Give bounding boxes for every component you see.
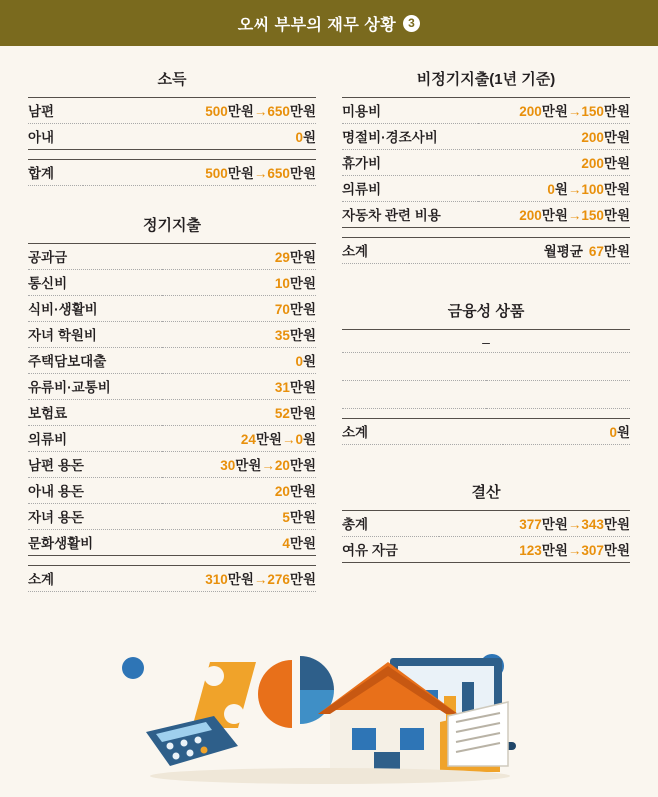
value-new-unit: 만원: [289, 104, 316, 119]
columns: [0, 46, 658, 606]
row-label: [342, 353, 486, 381]
row-label: 합계: [28, 160, 83, 186]
row-value: [162, 504, 317, 530]
value-new: 150: [581, 104, 604, 119]
settlement-table: [342, 510, 630, 563]
value: 0: [609, 425, 617, 440]
financial-products-title: 금융성 상품: [447, 303, 525, 320]
row-value: [486, 381, 630, 409]
table-row: [342, 419, 630, 445]
row-value: [439, 537, 630, 563]
row-value: [478, 176, 630, 202]
finance-illustration: [0, 596, 658, 792]
value: 200: [581, 156, 604, 171]
value-unit: 만원: [603, 130, 630, 145]
value-new-unit: 만원: [603, 208, 630, 223]
row-value: [478, 202, 630, 228]
value-unit: 만원: [289, 406, 316, 421]
table-row: [28, 426, 316, 452]
row-value: [162, 426, 317, 452]
value: 20: [274, 484, 290, 499]
value-unit: 만원: [289, 536, 316, 551]
row-value: [162, 478, 317, 504]
page-title-text: 오씨 부부의 재무 상황: [237, 16, 397, 34]
value-old-unit: 만원: [541, 104, 568, 119]
table-row: [28, 400, 316, 426]
table-row: [28, 374, 316, 400]
income-title: 소득: [157, 71, 187, 88]
income-summary-table: [28, 159, 316, 186]
table-row: [342, 98, 630, 124]
settlement-block: [342, 475, 630, 563]
value-unit: 만원: [289, 276, 316, 291]
value: 200: [581, 130, 604, 145]
page-title: [238, 12, 420, 35]
row-label: 자동차 관련 비용: [342, 202, 478, 228]
row-value: [478, 124, 630, 150]
value-new-unit: 만원: [289, 166, 316, 181]
irregular-expense-title: 비정기지출(1년 기준): [416, 71, 556, 88]
arrow-icon: →: [253, 104, 268, 119]
arrow-icon: →: [567, 182, 582, 197]
row-value: [162, 244, 317, 270]
right-column: [342, 62, 630, 606]
row-value: [83, 98, 316, 124]
value: 0: [295, 354, 303, 369]
value-unit: 원: [302, 130, 316, 145]
value-new-unit: 만원: [603, 543, 630, 558]
table-row: [342, 176, 630, 202]
header-bar: [0, 0, 658, 46]
value-unit: 만원: [289, 484, 316, 499]
row-value: [162, 322, 317, 348]
value-new-unit: 만원: [603, 517, 630, 532]
table-row: [342, 202, 630, 228]
income-block: [28, 62, 316, 186]
value: 35: [274, 328, 290, 343]
page-title-badge: 3: [403, 15, 420, 32]
table-row: [28, 244, 316, 270]
value-old: 200: [519, 208, 542, 223]
pie-chart-icon: [258, 656, 334, 728]
row-label: 미용비: [342, 98, 478, 124]
table-row: [342, 238, 630, 264]
value-new: 150: [581, 208, 604, 223]
value-old-unit: 만원: [541, 543, 568, 558]
table-row: [28, 124, 316, 150]
irregular-expense-summary-table: [342, 237, 630, 264]
row-value: [439, 511, 630, 537]
value: 70: [274, 302, 290, 317]
value: 67: [588, 244, 604, 259]
row-label: 총계: [342, 511, 439, 537]
table-row: [342, 124, 630, 150]
row-label: 휴가비: [342, 150, 478, 176]
value-old: 123: [519, 543, 542, 558]
value-new: 343: [581, 517, 604, 532]
financial-products-summary-table: [342, 418, 630, 445]
row-label: 공과금: [28, 244, 162, 270]
percent-icon: [192, 662, 256, 728]
row-value: [478, 150, 630, 176]
row-label: 식비·생활비: [28, 296, 162, 322]
row-label: 소계: [342, 419, 503, 445]
row-label: 자녀 학원비: [28, 322, 162, 348]
regular-expense-block: [28, 208, 316, 592]
value-old-unit: 만원: [235, 458, 262, 473]
value-old-unit: 만원: [227, 104, 254, 119]
table-row: [28, 566, 316, 592]
row-label: 아내 용돈: [28, 478, 162, 504]
table-row: [342, 353, 630, 381]
row-value: [478, 98, 630, 124]
row-label: 남편: [28, 98, 83, 124]
arrow-icon: →: [253, 166, 268, 181]
table-row: [342, 150, 630, 176]
arrow-icon: →: [567, 543, 582, 558]
row-label: 명절비·경조사비: [342, 124, 478, 150]
row-value: [162, 270, 317, 296]
value-old: 24: [240, 432, 256, 447]
table-row: [28, 98, 316, 124]
value-old: 500: [205, 166, 228, 181]
value: 31: [274, 380, 290, 395]
value-old: 500: [205, 104, 228, 119]
row-value: [162, 400, 317, 426]
row-label: 유류비·교통비: [28, 374, 162, 400]
row-label: [342, 381, 486, 409]
table-row: [28, 504, 316, 530]
arrow-icon: →: [567, 208, 582, 223]
financial-products-empty: –: [342, 330, 630, 353]
settlement-title: 결산: [471, 484, 501, 501]
row-value: [162, 452, 317, 478]
table-row: [28, 478, 316, 504]
irregular-expense-block: [342, 62, 630, 264]
value-new: 307: [581, 543, 604, 558]
value: 0: [295, 130, 303, 145]
value-old: 200: [519, 104, 542, 119]
value-new: 650: [267, 166, 290, 181]
arrow-icon: →: [253, 572, 268, 587]
row-value: [162, 530, 317, 556]
table-row: [342, 381, 630, 409]
row-value: [162, 348, 317, 374]
income-table: [28, 97, 316, 150]
value-old-unit: 만원: [541, 208, 568, 223]
regular-expense-table: [28, 243, 316, 556]
irregular-expense-table: [342, 97, 630, 228]
row-label: 의류비: [28, 426, 162, 452]
value-unit: 원: [616, 425, 630, 440]
value-unit: 만원: [603, 244, 630, 259]
value-old-unit: 만원: [227, 166, 254, 181]
value-old-unit: 만원: [255, 432, 282, 447]
value-unit: 만원: [289, 510, 316, 525]
row-value: [162, 296, 317, 322]
value-old-unit: 만원: [227, 572, 254, 587]
row-label: 소계: [342, 238, 409, 264]
value-unit: 만원: [289, 302, 316, 317]
table-row: [28, 270, 316, 296]
value-new: 650: [267, 104, 290, 119]
row-label: 주택담보대출: [28, 348, 162, 374]
table-row: [28, 160, 316, 186]
value-new: 100: [581, 182, 604, 197]
regular-expense-summary-table: [28, 565, 316, 592]
value-new-unit: 만원: [603, 182, 630, 197]
row-value: [83, 566, 316, 592]
value-new-unit: 만원: [289, 458, 316, 473]
row-value: [83, 124, 316, 150]
row-label: 보험료: [28, 400, 162, 426]
arrow-icon: →: [567, 517, 582, 532]
value-old-unit: 만원: [541, 517, 568, 532]
table-row: [28, 296, 316, 322]
decorative-dot-icon: [122, 657, 144, 679]
row-label: 남편 용돈: [28, 452, 162, 478]
value-unit: 만원: [603, 156, 630, 171]
row-label: 소계: [28, 566, 83, 592]
financial-products-table: [342, 353, 630, 409]
arrow-icon: →: [261, 458, 275, 473]
arrow-icon: →: [281, 432, 296, 447]
value-new-unit: 만원: [603, 104, 630, 119]
table-row: [28, 530, 316, 556]
value: 10: [274, 276, 290, 291]
row-label: 통신비: [28, 270, 162, 296]
content-area: [0, 46, 658, 606]
value: 52: [274, 406, 290, 421]
table-row: [28, 452, 316, 478]
row-label: 여유 자금: [342, 537, 439, 563]
row-value: [83, 160, 316, 186]
value: 4: [282, 536, 290, 551]
arrow-icon: →: [567, 104, 582, 119]
value-new-unit: 만원: [289, 572, 316, 587]
value-prefix: 월평균: [543, 244, 583, 259]
value-unit: 만원: [289, 380, 316, 395]
row-value: [486, 353, 630, 381]
row-value: [409, 238, 630, 264]
value-new: 0: [295, 432, 303, 447]
value-old: 310: [205, 572, 228, 587]
table-row: [28, 322, 316, 348]
value-old: 30: [220, 458, 236, 473]
row-label: 의류비: [342, 176, 478, 202]
row-label: 아내: [28, 124, 83, 150]
regular-expense-title: 정기지출: [143, 217, 201, 234]
row-label: 자녀 용돈: [28, 504, 162, 530]
row-value: [162, 374, 317, 400]
table-row: [342, 537, 630, 563]
row-label: 문화생활비: [28, 530, 162, 556]
value-new-unit: 원: [302, 432, 316, 447]
value-old: 377: [519, 517, 542, 532]
row-value: [503, 419, 630, 445]
value-new: 276: [267, 572, 290, 587]
value: 5: [282, 510, 290, 525]
table-row: [342, 511, 630, 537]
financial-products-block: [342, 294, 630, 445]
left-column: [28, 62, 316, 606]
value-old: 0: [547, 182, 555, 197]
value-old-unit: 원: [554, 182, 568, 197]
value: 29: [274, 250, 290, 265]
value-unit: 만원: [289, 328, 316, 343]
value-unit: 원: [302, 354, 316, 369]
value-new: 20: [274, 458, 290, 473]
value-unit: 만원: [289, 250, 316, 265]
table-row: [28, 348, 316, 374]
